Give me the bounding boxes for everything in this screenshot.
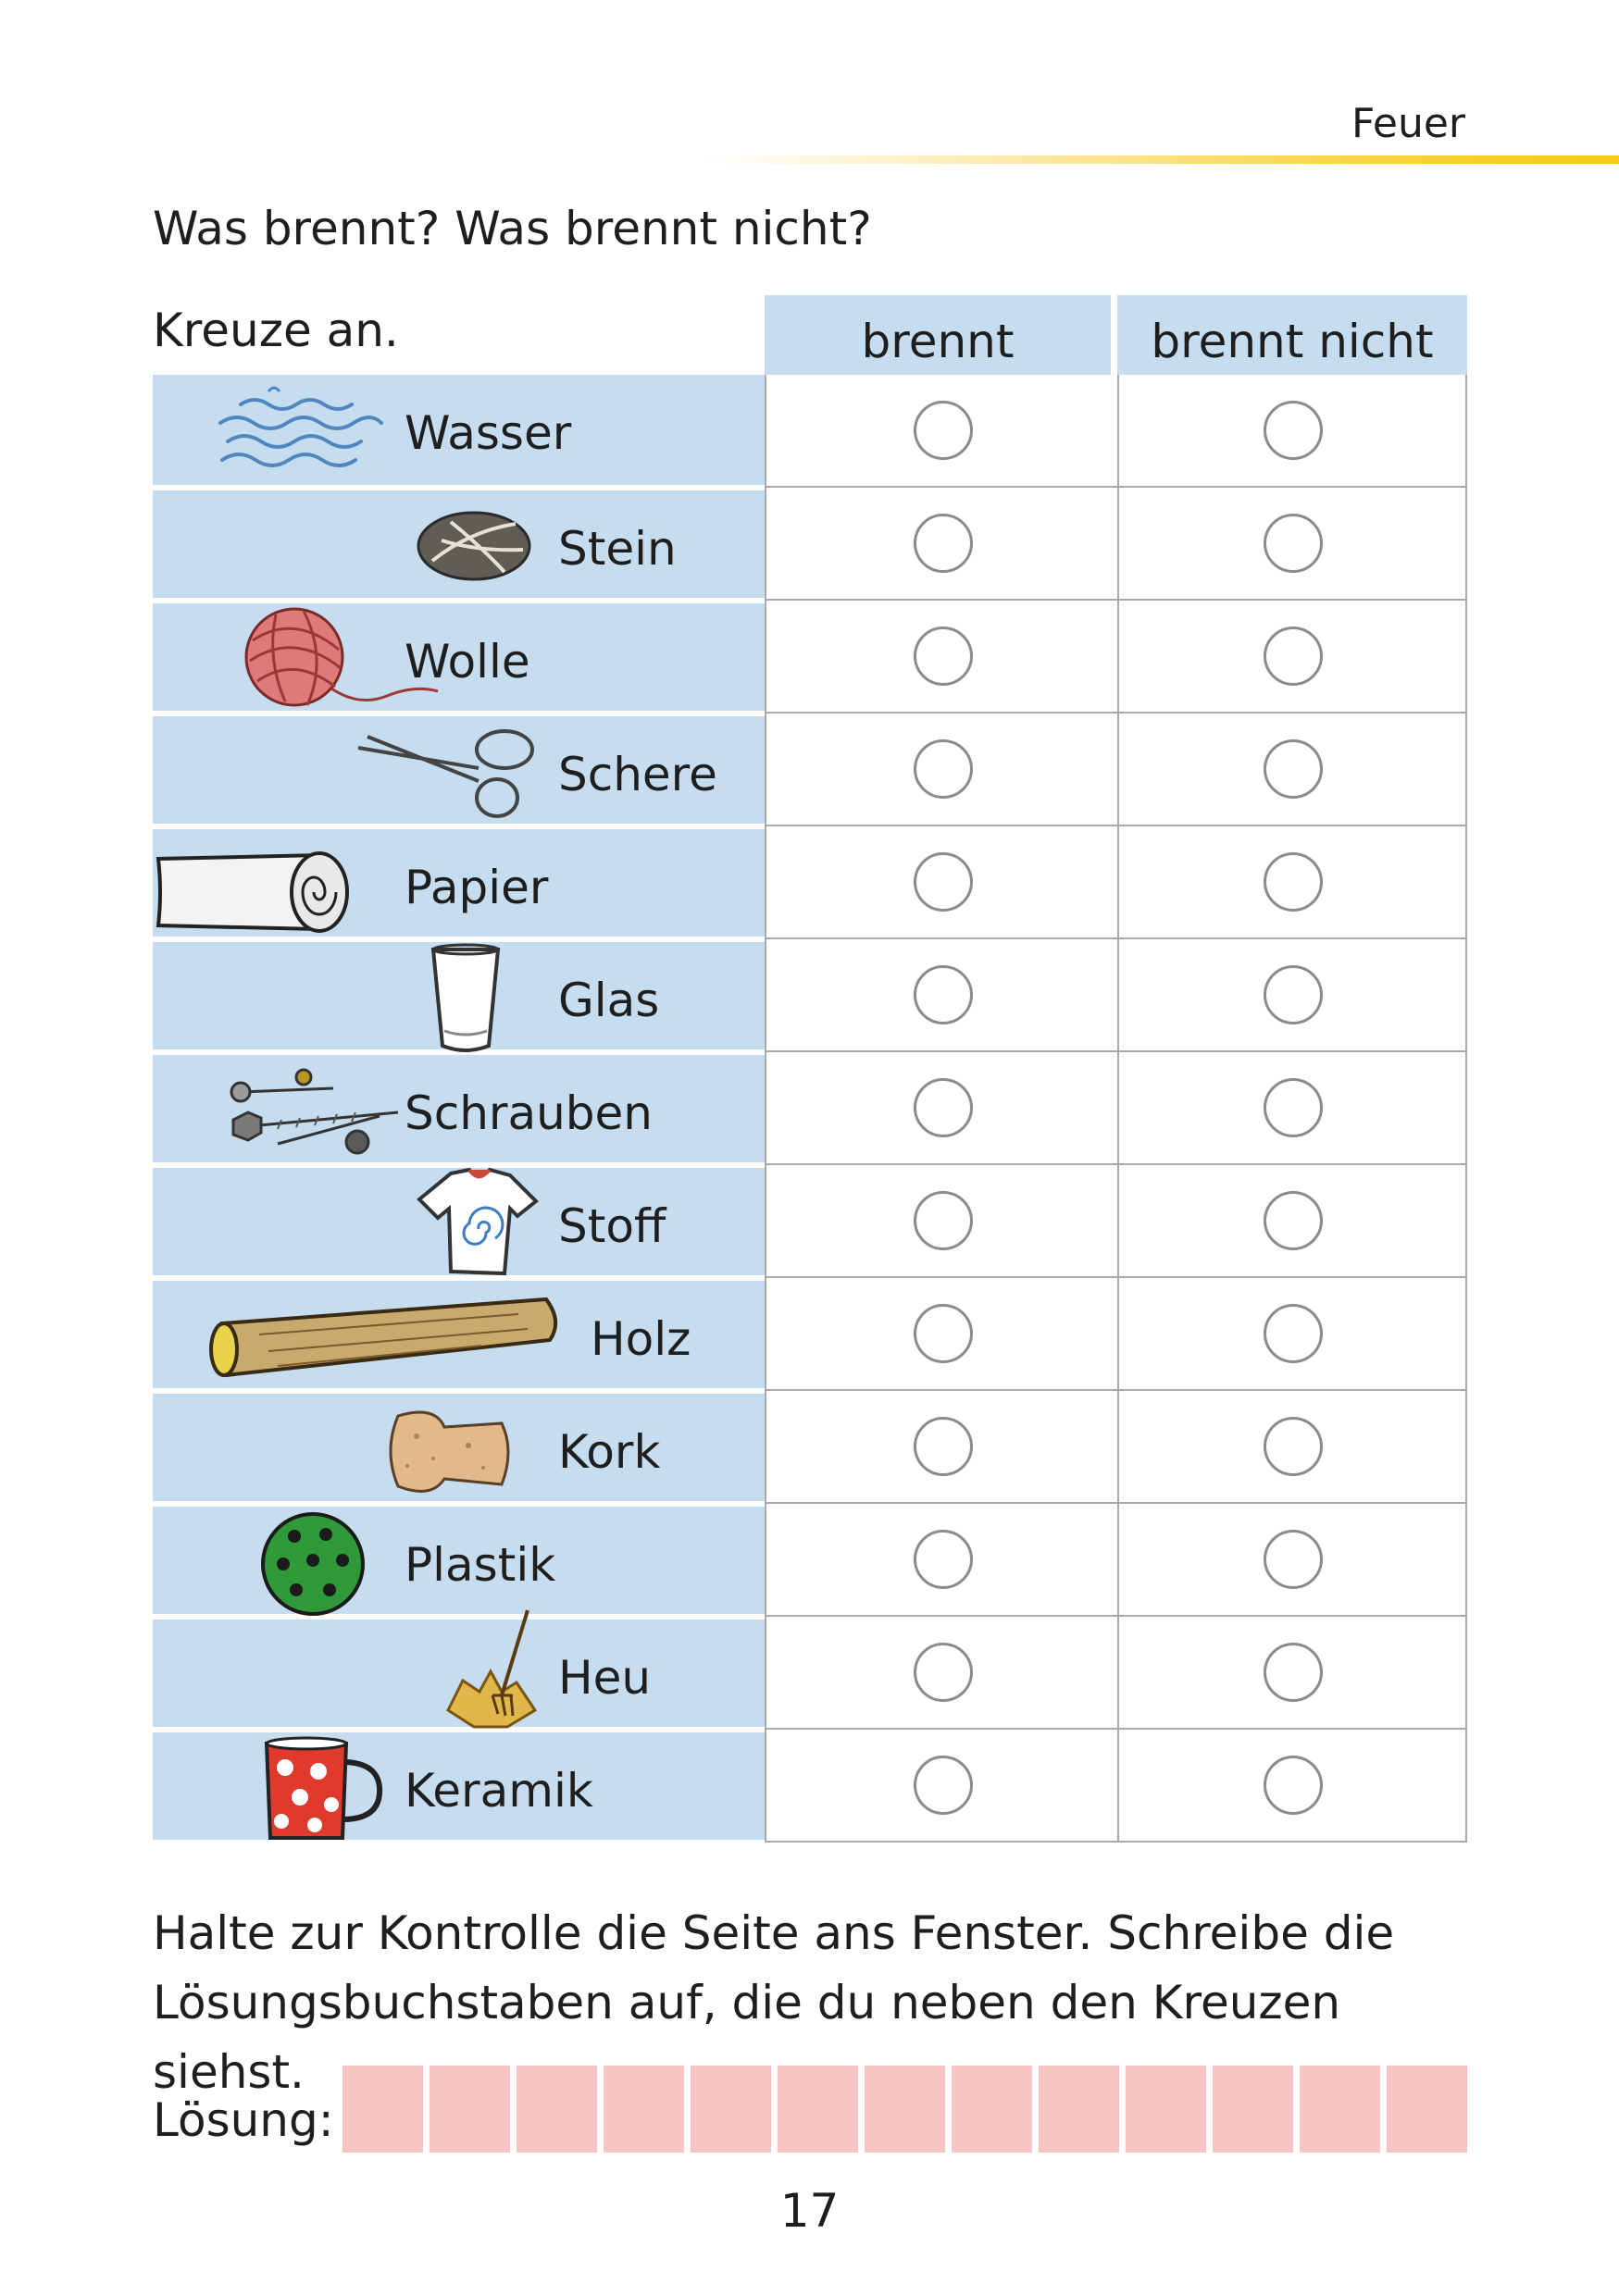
does-not-burn-checkbox[interactable] (1264, 739, 1323, 799)
does-not-burn-checkbox[interactable] (1264, 1078, 1323, 1137)
stone-icon (414, 503, 534, 590)
burns-cell (765, 601, 1117, 714)
does-not-burn-cell (1117, 939, 1467, 1052)
burns-cell (765, 1052, 1117, 1165)
burns-cell (765, 1504, 1117, 1617)
solution-letter-box[interactable] (342, 2066, 423, 2153)
solution-letter-box[interactable] (517, 2066, 597, 2153)
burns-cell (765, 1617, 1117, 1730)
material-label: Plastik (405, 1538, 556, 1592)
does-not-burn-checkbox[interactable] (1264, 514, 1323, 573)
burns-checkbox[interactable] (914, 1643, 973, 1702)
material-label-cell (153, 716, 765, 824)
table-row (153, 939, 1467, 1052)
material-label-cell (153, 942, 765, 1049)
material-label-cell (153, 1732, 765, 1840)
material-label: Keramik (405, 1764, 593, 1818)
material-label-cell (153, 1620, 765, 1727)
column-header-burns: brennt (765, 295, 1111, 375)
instruction-paragraph: Halte zur Kontrolle die Seite ans Fenster. Schreibe die Lösungsbuchstaben auf, die du neben den Kreuzen siehst. (153, 1906, 1395, 2099)
material-label-cell (153, 490, 765, 598)
material-label-cell (153, 1507, 765, 1614)
material-label: Glas (558, 974, 660, 1027)
burns-checkbox[interactable] (914, 514, 973, 573)
does-not-burn-cell (1117, 1391, 1467, 1504)
does-not-burn-checkbox[interactable] (1264, 401, 1323, 460)
does-not-burn-checkbox[interactable] (1264, 1756, 1323, 1815)
material-label: Stein (558, 522, 677, 576)
burns-cell (765, 1391, 1117, 1504)
table-row (153, 601, 1467, 714)
scissors-icon (349, 720, 553, 825)
wood-log-icon (204, 1294, 565, 1385)
does-not-burn-cell (1117, 1165, 1467, 1278)
solution-letter-box[interactable] (430, 2066, 510, 2153)
table-row (153, 375, 1467, 488)
does-not-burn-checkbox[interactable] (1264, 1530, 1323, 1589)
table-row (153, 1052, 1467, 1165)
solution-letter-box[interactable] (1213, 2066, 1293, 2153)
does-not-burn-cell (1117, 375, 1467, 488)
does-not-burn-cell (1117, 488, 1467, 601)
table-row (153, 1391, 1467, 1504)
does-not-burn-checkbox[interactable] (1264, 1417, 1323, 1476)
material-label: Wolle (405, 635, 530, 689)
does-not-burn-cell (1117, 1278, 1467, 1391)
material-label: Heu (558, 1651, 652, 1705)
does-not-burn-checkbox[interactable] (1264, 627, 1323, 686)
solution-letter-box[interactable] (1300, 2066, 1380, 2153)
solution-letter-box[interactable] (952, 2066, 1032, 2153)
does-not-burn-cell (1117, 1730, 1467, 1843)
solution-letter-box[interactable] (778, 2066, 858, 2153)
material-label: Schrauben (405, 1086, 653, 1140)
table-row (153, 1730, 1467, 1843)
screws-icon (222, 1061, 407, 1166)
solution-label: Lösung: (153, 2093, 334, 2147)
exercise-question: Was brennt? Was brennt nicht? (153, 202, 872, 255)
does-not-burn-checkbox[interactable] (1264, 965, 1323, 1024)
burns-checkbox[interactable] (914, 739, 973, 799)
burns-cell (765, 714, 1117, 826)
burns-cell (765, 939, 1117, 1052)
table-row (153, 1504, 1467, 1617)
material-label-cell (153, 1055, 765, 1162)
drinking-glass-icon (424, 942, 507, 1061)
burns-cell (765, 826, 1117, 939)
does-not-burn-checkbox[interactable] (1264, 1643, 1323, 1702)
page-number: 17 (779, 2184, 840, 2238)
table-header (153, 295, 1467, 375)
solution-letter-box[interactable] (1039, 2066, 1119, 2153)
does-not-burn-cell (1117, 1504, 1467, 1617)
does-not-burn-checkbox[interactable] (1264, 1191, 1323, 1250)
burns-cell (765, 1730, 1117, 1843)
table-row (153, 826, 1467, 939)
material-label-cell (153, 1394, 765, 1501)
material-label: Schere (558, 748, 717, 801)
burns-checkbox[interactable] (914, 627, 973, 686)
solution-letter-box[interactable] (1387, 2066, 1467, 2153)
table-row (153, 488, 1467, 601)
solution-boxes (342, 2066, 1467, 2153)
title-rule (704, 155, 1619, 164)
water-waves-icon (213, 384, 389, 480)
table-row (153, 1278, 1467, 1391)
burns-checkbox[interactable] (914, 1078, 973, 1137)
material-label: Kork (558, 1425, 661, 1479)
material-label-cell (153, 829, 765, 937)
material-label-cell (153, 375, 765, 485)
material-label: Wasser (405, 406, 572, 460)
material-label: Papier (405, 861, 549, 914)
does-not-burn-cell (1117, 1617, 1467, 1730)
does-not-burn-checkbox[interactable] (1264, 852, 1323, 912)
solution-letter-box[interactable] (865, 2066, 945, 2153)
material-label: Stoff (558, 1199, 666, 1253)
hay-pitchfork-icon (442, 1607, 544, 1740)
burns-checkbox[interactable] (914, 401, 973, 460)
burns-cell (765, 1278, 1117, 1391)
solution-letter-box[interactable] (691, 2066, 771, 2153)
answer-table (153, 295, 1467, 1843)
burns-checkbox[interactable] (914, 1304, 973, 1363)
table-body (153, 375, 1467, 1843)
burns-checkbox[interactable] (914, 1530, 973, 1589)
exercise-instruction: Kreuze an. (153, 304, 399, 357)
burns-checkbox[interactable] (914, 1417, 973, 1476)
material-label: Holz (591, 1312, 691, 1366)
mug-icon (257, 1734, 387, 1849)
cork-icon (380, 1399, 518, 1505)
tshirt-icon (414, 1162, 543, 1286)
burns-cell (765, 488, 1117, 601)
does-not-burn-cell (1117, 714, 1467, 826)
table-row (153, 1165, 1467, 1278)
does-not-burn-cell (1117, 601, 1467, 714)
burns-checkbox[interactable] (914, 965, 973, 1024)
material-label-cell (153, 1281, 765, 1388)
material-label-cell (153, 1168, 765, 1275)
burns-checkbox[interactable] (914, 1756, 973, 1815)
does-not-burn-cell (1117, 826, 1467, 939)
column-header-does-not-burn: brennt nicht (1117, 295, 1467, 375)
table-row (153, 1617, 1467, 1730)
burns-cell (765, 375, 1117, 488)
does-not-burn-cell (1117, 1052, 1467, 1165)
table-row (153, 714, 1467, 826)
burns-checkbox[interactable] (914, 852, 973, 912)
does-not-burn-checkbox[interactable] (1264, 1304, 1323, 1363)
burns-checkbox[interactable] (914, 1191, 973, 1250)
solution-letter-box[interactable] (604, 2066, 684, 2153)
burns-cell (765, 1165, 1117, 1278)
section-title: Feuer (1351, 100, 1466, 147)
material-label-cell (153, 603, 765, 711)
paper-roll-icon (153, 837, 356, 942)
plastic-ball-icon (257, 1508, 368, 1623)
solution-letter-box[interactable] (1126, 2066, 1206, 2153)
